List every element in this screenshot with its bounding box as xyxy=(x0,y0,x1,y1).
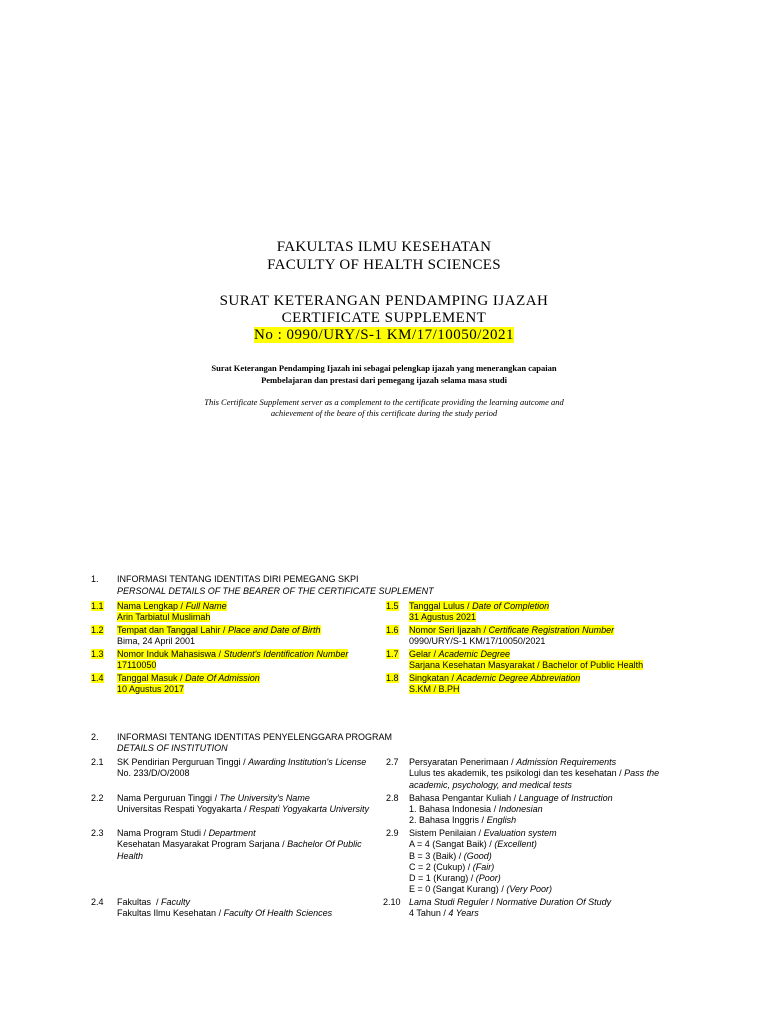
item-2-7-number: 2.7 xyxy=(386,757,399,767)
document-title-id: SURAT KETERANGAN PENDAMPING IJAZAH xyxy=(219,293,549,309)
item-1-7-value: Sarjana Kesehatan Masyarakat / Bachelor of Public Health xyxy=(409,660,644,670)
item-1-8-number: 1.8 xyxy=(386,673,399,683)
item-2-4-number: 2.4 xyxy=(91,897,104,907)
faculty-name-id: FAKULTAS ILMU KESEHATAN xyxy=(276,239,492,255)
document-title-en: CERTIFICATE SUPPLEMENT xyxy=(281,310,487,326)
item-2-9-line-e: E = 0 (Sangat Kurang) / (Very Poor) xyxy=(409,884,553,894)
item-2-9-line-c: C = 2 (Cukup) / (Fair) xyxy=(409,862,495,872)
item-2-10-label: Lama Studi Reguler / Normative Duration Of Study xyxy=(409,897,612,907)
section1-title-id: INFORMASI TENTANG IDENTITAS DIRI PEMEGANG SKPI xyxy=(117,574,359,584)
item-1-6-value: 0990/URY/S-1 KM/17/10050/2021 xyxy=(409,636,546,646)
item-2-9-number: 2.9 xyxy=(386,828,399,838)
item-2-2-label: Nama Perguruan Tinggi / The University's Name xyxy=(117,793,310,803)
item-2-4-value: Fakultas Ilmu Kesehatan / Faculty Of Health Sciences xyxy=(117,908,333,918)
item-1-6-number: 1.6 xyxy=(386,625,399,635)
item-1-7-label: Gelar / Academic Degree xyxy=(409,649,511,659)
description-en-line1: This Certificate Supplement server as a complement to the certificate providing the learning autcome and xyxy=(204,397,564,407)
item-1-6-label: Nomor Seri Ijazah / Certificate Registration Number xyxy=(409,625,615,635)
item-2-3-value: Kesehatan Masyarakat Program Sarjana / Bachelor Of Public Health xyxy=(117,839,362,861)
document-number: No : 0990/URY/S-1 KM/17/10050/2021 xyxy=(254,327,514,343)
item-2-9-line-a: A = 4 (Sangat Baik) / (Excellent) xyxy=(409,839,537,849)
item-2-2-value: Universitas Respati Yogyakarta / Respati Yogyakarta University xyxy=(117,804,369,814)
item-2-1-label: SK Pendirian Perguruan Tinggi / Awarding Institution's License xyxy=(117,757,367,767)
item-1-4-value: 10 Agustus 2017 xyxy=(117,684,185,694)
section2-title-id: INFORMASI TENTANG IDENTITAS PENYELENGGARA PROGRAM xyxy=(117,732,393,742)
item-1-7-number: 1.7 xyxy=(386,649,399,659)
item-2-3-label: Nama Program Studi / Department xyxy=(117,828,256,838)
item-2-8-line-2: 2. Bahasa Inggris / English xyxy=(409,815,517,825)
item-2-9-line-b: B = 3 (Baik) / (Good) xyxy=(409,851,492,861)
section2-title-en: DETAILS OF INSTITUTION xyxy=(117,743,228,753)
item-1-3-label: Nomor Induk Mahasiswa / Student's Identification Number xyxy=(117,649,349,659)
item-2-8-number: 2.8 xyxy=(386,793,399,803)
item-2-3-number: 2.3 xyxy=(91,828,104,838)
section1-title-en: PERSONAL DETAILS OF THE BEARER OF THE CERTIFICATE SUPLEMENT xyxy=(117,586,434,596)
item-2-1-number: 2.1 xyxy=(91,757,104,767)
item-2-10-value: 4 Tahun / 4 Years xyxy=(409,908,479,918)
item-2-9-line-d: D = 1 (Kurang) / (Poor) xyxy=(409,873,501,883)
item-1-1-number: 1.1 xyxy=(91,601,104,611)
item-2-8-line-1: 1. Bahasa Indonesia / Indonesian xyxy=(409,804,543,814)
item-2-1-value: No. 233/D/O/2008 xyxy=(117,768,190,778)
document-number-row xyxy=(0,326,768,344)
item-1-3-value: 17110050 xyxy=(117,660,157,670)
description-id-line1: Surat Keterangan Pendamping Ijazah ini sebagai pelengkap ijazah yang menerangkan capaian xyxy=(211,363,557,373)
item-2-8-label: Bahasa Pengantar Kuliah / Language of Instruction xyxy=(409,793,613,803)
item-1-1-value: Arin Tarbiatul Muslimah xyxy=(117,612,211,622)
item-1-4-label: Tanggal Masuk / Date Of Admission xyxy=(117,673,260,683)
item-2-7-label: Persyaratan Penerimaan / Admission Requirements xyxy=(409,757,617,767)
item-2-2-number: 2.2 xyxy=(91,793,104,803)
item-1-5-label: Tanggal Lulus / Date of Completion xyxy=(409,601,550,611)
description-id-line2: Pembelajaran dan prestasi dari pemegang ijazah selama masa studi xyxy=(261,375,507,385)
section1-number: 1. xyxy=(91,574,99,584)
item-1-4-number: 1.4 xyxy=(91,673,104,683)
item-1-3-number: 1.3 xyxy=(91,649,104,659)
item-1-2-value: Bima, 24 April 2001 xyxy=(117,636,196,646)
item-2-9-label: Sistem Penilaian / Evaluation system xyxy=(409,828,557,838)
item-1-8-label: Singkatan / Academic Degree Abbreviation xyxy=(409,673,581,683)
section2-number: 2. xyxy=(91,732,99,742)
item-2-4-label: Fakultas / Faculty xyxy=(117,897,191,907)
item-1-5-value: 31 Agustus 2021 xyxy=(409,612,477,622)
description-en-line2: achievement of the beare of this certificate during the study period xyxy=(270,408,498,418)
item-2-10-number: 2.10 xyxy=(383,897,401,907)
item-1-2-label: Tempat dan Tanggal Lahir / Place and Date of Birth xyxy=(117,625,321,635)
item-2-7-value: Lulus tes akademik, tes psikologi dan tes kesehatan / Pass the academic, psychology, and medical tests xyxy=(409,768,660,790)
item-1-1-label: Nama Lengkap / Full Name xyxy=(117,601,227,611)
item-1-2-number: 1.2 xyxy=(91,625,104,635)
item-1-5-number: 1.5 xyxy=(386,601,399,611)
faculty-name-en: FACULTY OF HEALTH SCIENCES xyxy=(267,257,501,273)
item-1-8-value: S.KM / B.PH xyxy=(409,684,460,694)
